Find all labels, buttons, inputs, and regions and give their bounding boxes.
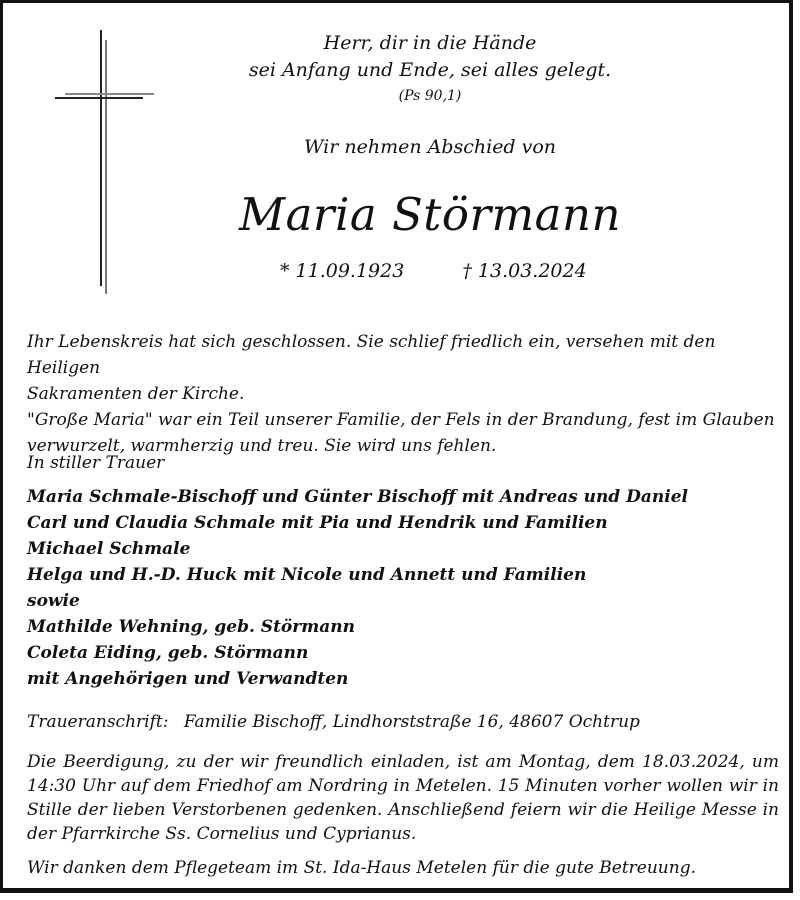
thanks-line: Wir danken dem Pflegeteam im St. Ida-Haus Metelen für die gute Betreuung. — [27, 858, 696, 878]
mourner-line: Maria Schmale-Bischoff und Günter Bischoff mit Andreas und Daniel — [27, 487, 688, 507]
intro-line: "Große Maria" war ein Teil unserer Familie, der Fels in der Brandung, fest im Glauben — [27, 410, 775, 430]
intro-text — [27, 329, 779, 459]
mourner-line: Carl und Claudia Schmale mit Pia und Hendrik und Familien — [27, 513, 608, 533]
grief-label: In stiller Trauer — [27, 453, 165, 473]
mourners-list — [27, 484, 779, 692]
motto-line-1: Herr, dir in die Hände — [323, 32, 537, 54]
mourner-line: Michael Schmale — [27, 539, 191, 559]
intro-line: verwurzelt, warmherzig und treu. Sie wird uns fehlen. — [27, 436, 497, 456]
intro-line: Sakramenten der Kirche. — [27, 384, 245, 404]
funeral-details: Die Beerdigung, zu der wir freundlich einladen, ist am Montag, dem 18.03.2024, um 14:30 Uhr auf dem Friedhof am Nordring in Metelen. 15 Minuten vorher wollen wir in Stille der lieben Verstorbenen gedenken. Anschließend feiern wir die Heilige Messe in der Pfarrkirche Ss. Cornelius und Cyprianus. — [27, 752, 779, 844]
psalm-reference: (Ps 90,1) — [398, 88, 462, 104]
death-date: † 13.03.2024 — [462, 260, 587, 282]
farewell-line: Wir nehmen Abschied von — [303, 136, 557, 158]
mourner-line: Helga und H.-D. Huck mit Nicole und Annett und Familien — [27, 565, 587, 585]
mourner-line: Mathilde Wehning, geb. Störmann — [27, 617, 355, 637]
cross-vertical-dark — [100, 30, 102, 286]
mourner-line: Coleta Eiding, geb. Störmann — [27, 643, 309, 663]
cross-horizontal-gray — [65, 93, 154, 95]
mourner-line: sowie — [27, 591, 80, 611]
address-value: Familie Bischoff, Lindhorststraße 16, 48607 Ochtrup — [183, 712, 640, 732]
mourner-line: mit Angehörigen und Verwandten — [27, 669, 349, 689]
cross-icon — [0, 0, 170, 300]
deceased-name: Maria Störmann — [239, 188, 621, 241]
cross-vertical-gray — [105, 40, 107, 294]
intro-line: Ihr Lebenskreis hat sich geschlossen. Sie schlief friedlich ein, versehen mit den Heiligen — [27, 332, 716, 378]
cross-horizontal-dark — [55, 97, 143, 99]
birth-date: * 11.09.1923 — [280, 260, 405, 282]
address-label: Traueranschrift: — [27, 712, 169, 732]
life-dates — [280, 260, 587, 282]
psalm-motto — [230, 30, 630, 108]
motto-line-2: sei Anfang und Ende, sei alles gelegt. — [248, 59, 612, 81]
mourning-address — [27, 712, 779, 732]
